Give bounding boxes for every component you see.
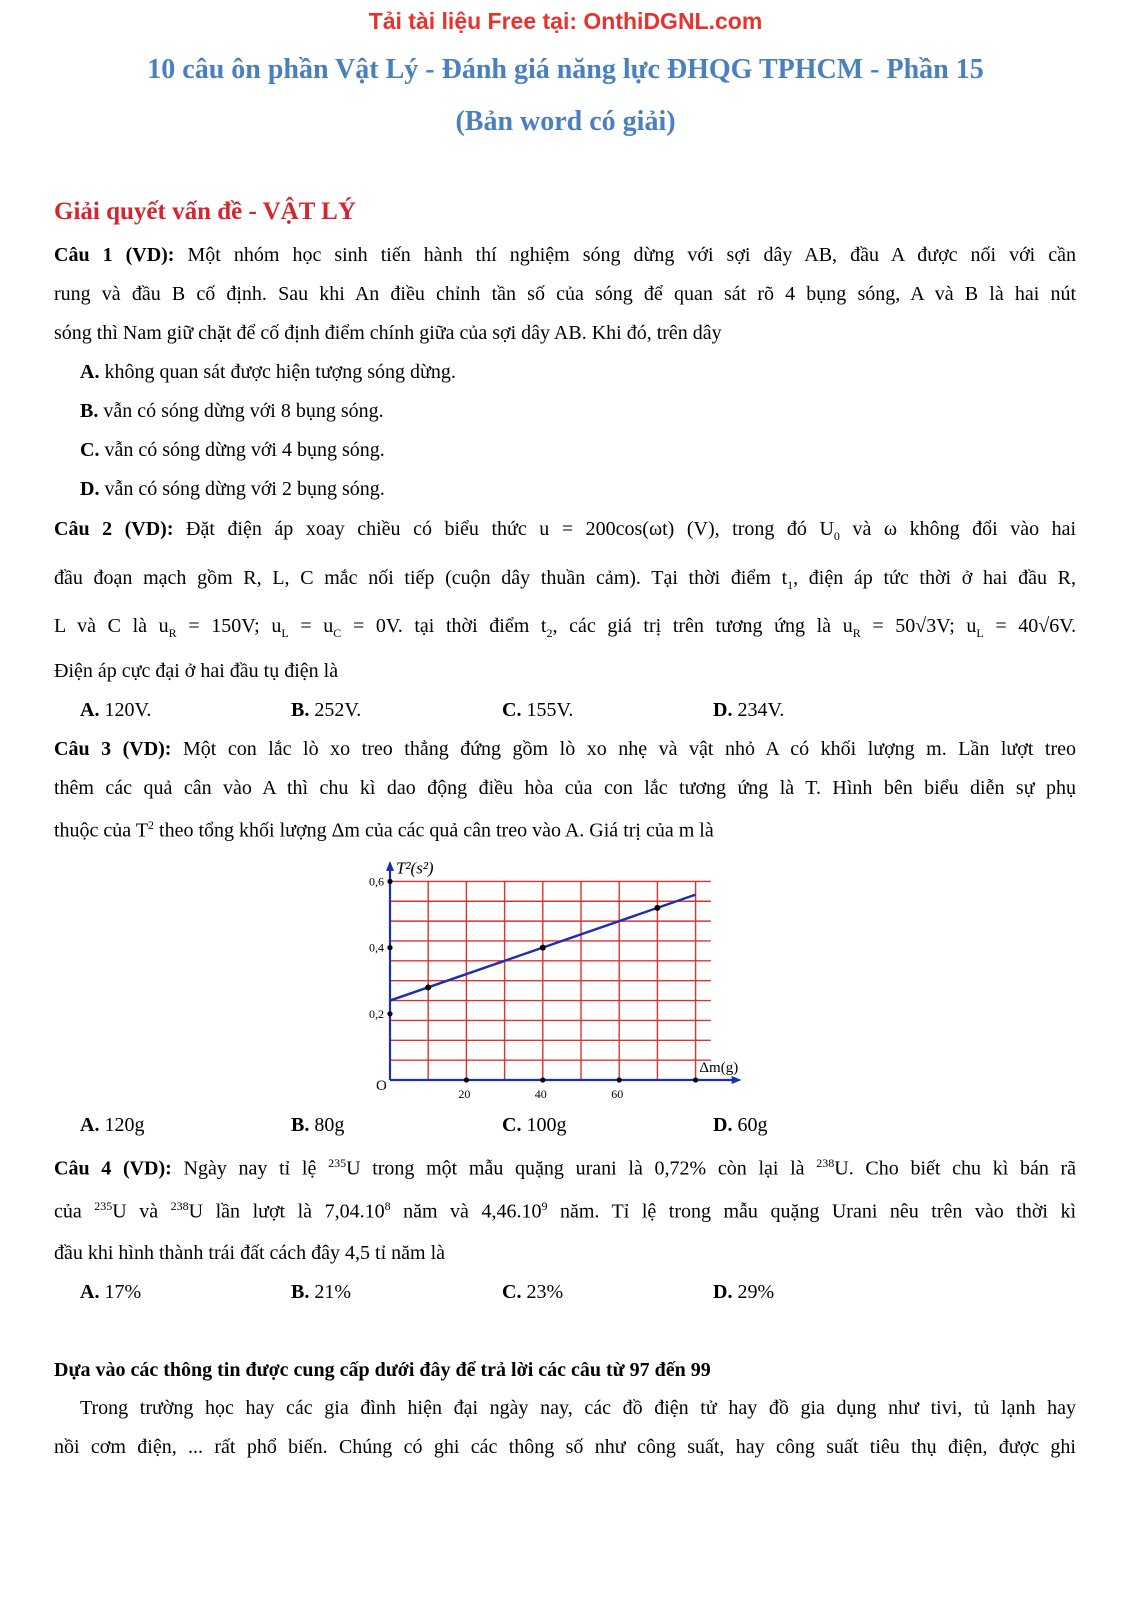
q4-line-2: của $^{235}$U và $^{238}$U lần lượt là 7,04.10$^8$ năm và 4,46.10$^9$ năm. Tỉ lệ trong mẫu quặng Urani nêu trên vào thời kì [54, 1199, 1077, 1223]
x-axis-arrow [732, 1076, 742, 1084]
page-title: 10 câu ôn phần Vật Lý - Đánh giá năng lực ĐHQG TPHCM - Phần 15 [147, 54, 984, 85]
x-tick-dot [617, 1077, 622, 1082]
q2-label: Câu 2 (VD): [54, 518, 174, 540]
y-tick-label: 0,2 [369, 1006, 384, 1021]
q2-line-3: L và C là $u_R = 150V$; $u_L = u_C = 0V$. tại thời điểm $t_2$, các giá trị trên tương ứng là $u_R = 50√3V$; $u_L = 40√6V$. [54, 615, 1077, 640]
data-point [425, 984, 431, 990]
q1-option-c: C. vẫn có sóng dừng với 4 bụng sóng. [80, 439, 385, 461]
q4-line-3: đầu khi hình thành trái đất cách đây 4,5 tỉ năm là [54, 1242, 445, 1264]
q4-line-1: Câu 4 (VD): Ngày nay tỉ lệ $^{235}$U trong một mẫu quặng urani là 0,72% còn lại là $^{238}$U. Cho biết chu kì bán rã [54, 1156, 1077, 1180]
y-tick-dot [387, 945, 392, 950]
q1-option-d: D. vẫn có sóng dừng với 2 bụng sóng. [80, 478, 385, 500]
q4-option-c: C. 23% [502, 1281, 564, 1303]
x-tick-label: 60 [611, 1087, 624, 1101]
download-banner[interactable]: Tải tài liệu Free tại: OnthiDGNL.com [368, 8, 763, 34]
q3-option-c: C. 100g [502, 1114, 567, 1136]
y-axis-label: T²(s²) [396, 858, 434, 878]
q4-option-a: A. 17% [80, 1281, 142, 1303]
q3-line-1: Câu 3 (VD): Một con lắc lò xo treo thẳng đứng gồm lò xo nhẹ và vật nhỏ A có khối lượng m. Lần lượt treo [54, 738, 1076, 760]
y-tick-dot [387, 879, 392, 884]
x-axis-label: Δm(g) [699, 1060, 739, 1076]
q2-formula-u: u = 200cos(ωt) (V) [539, 518, 715, 540]
x-tick-dot [464, 1077, 469, 1082]
q2-option-a: A. 120V. [80, 699, 152, 721]
q2-option-c: C. 155V. [502, 699, 574, 721]
passage-heading: Dựa vào các thông tin được cung cấp dưới đây để trả lời các câu từ 97 đến 99 [54, 1359, 711, 1381]
x-tick-dot [540, 1077, 545, 1082]
q4-option-b: B. 21% [291, 1281, 352, 1303]
y-tick-label: 0,4 [369, 940, 384, 955]
q3-option-d: D. 60g [713, 1114, 768, 1136]
q1-line-2: rung và đầu B cố định. Sau khi An điều chỉnh tần số của sóng để quan sát rõ 4 bụng sóng, A và B là hai nút [54, 283, 1076, 305]
q1-line-3: sóng thì Nam giữ chặt để cố định điểm chính giữa của sợi dây AB. Khi đó, trên dây [54, 322, 722, 344]
t-squared-vs-mass-chart [350, 858, 760, 1108]
q1-label: Câu 1 (VD): [54, 244, 175, 266]
q3-option-a: A. 120g [80, 1114, 145, 1136]
section-title: Giải quyết vấn đề - VẬT LÝ [54, 198, 356, 225]
y-axis-arrow [386, 861, 394, 871]
data-point [540, 945, 546, 951]
q2-line-2: đầu đoạn mạch gồm R, L, C mắc nối tiếp (cuộn dây thuần cảm). Tại thời điểm $t_1$, điện áp tức thời ở hai đầu R, [54, 567, 1077, 592]
page-subtitle: (Bản word có giải) [455, 106, 676, 137]
q2-option-b: B. 252V. [291, 699, 362, 721]
q3-option-b: B. 80g [291, 1114, 345, 1136]
q4-label: Câu 4 (VD): [54, 1157, 172, 1180]
q3-line-2: thêm các quả cân vào A thì chu kì dao động điều hòa của con lắc tương ứng là T. Hình bên biểu diễn sự phụ [54, 777, 1076, 799]
q1-text-1: Một nhóm học sinh tiến hành thí nghiệm sóng dừng với sợi dây AB, đầu A được nối với cần [187, 244, 1077, 266]
x-tick-dot [693, 1077, 698, 1082]
q1-option-b: B. vẫn có sóng dừng với 8 bụng sóng. [80, 400, 384, 422]
x-tick-label: 40 [534, 1087, 547, 1101]
passage-line-1: Trong trường học hay các gia đình hiện đại ngày nay, các đồ điện tử hay đồ gia dụng như tivi, tủ lạnh hay [80, 1397, 1076, 1419]
y-tick-label: 0,6 [369, 874, 384, 889]
x-tick-label: 20 [458, 1087, 471, 1101]
origin-label: O [376, 1078, 387, 1094]
q4-option-d: D. 29% [713, 1281, 775, 1303]
passage-line-2: nồi cơm điện, ... rất phổ biến. Chúng có ghi các thông số như công suất, hay công suất tiêu thụ điện, được ghi [54, 1436, 1076, 1458]
q3-label: Câu 3 (VD): [54, 738, 172, 760]
q2-line-4: Điện áp cực đại ở hai đầu tụ điện là [54, 660, 339, 682]
q1-option-a: A. không quan sát được hiện tượng sóng dừng. [80, 361, 456, 383]
q2-option-d: D. 234V. [713, 699, 785, 721]
data-point [654, 905, 660, 911]
q2-line-1: Câu 2 (VD): Đặt điện áp xoay chiều có biểu thức u = 200cos(ωt) (V), trong đó $U_0$ và ω không đổi vào hai [54, 518, 1077, 543]
q3-line-3: thuộc của $T^2$ theo tổng khối lượng Δm của các quả cân treo vào A. Giá trị của m là [54, 818, 714, 842]
y-tick-dot [387, 1011, 392, 1016]
q1-line-1 [54, 244, 1076, 267]
